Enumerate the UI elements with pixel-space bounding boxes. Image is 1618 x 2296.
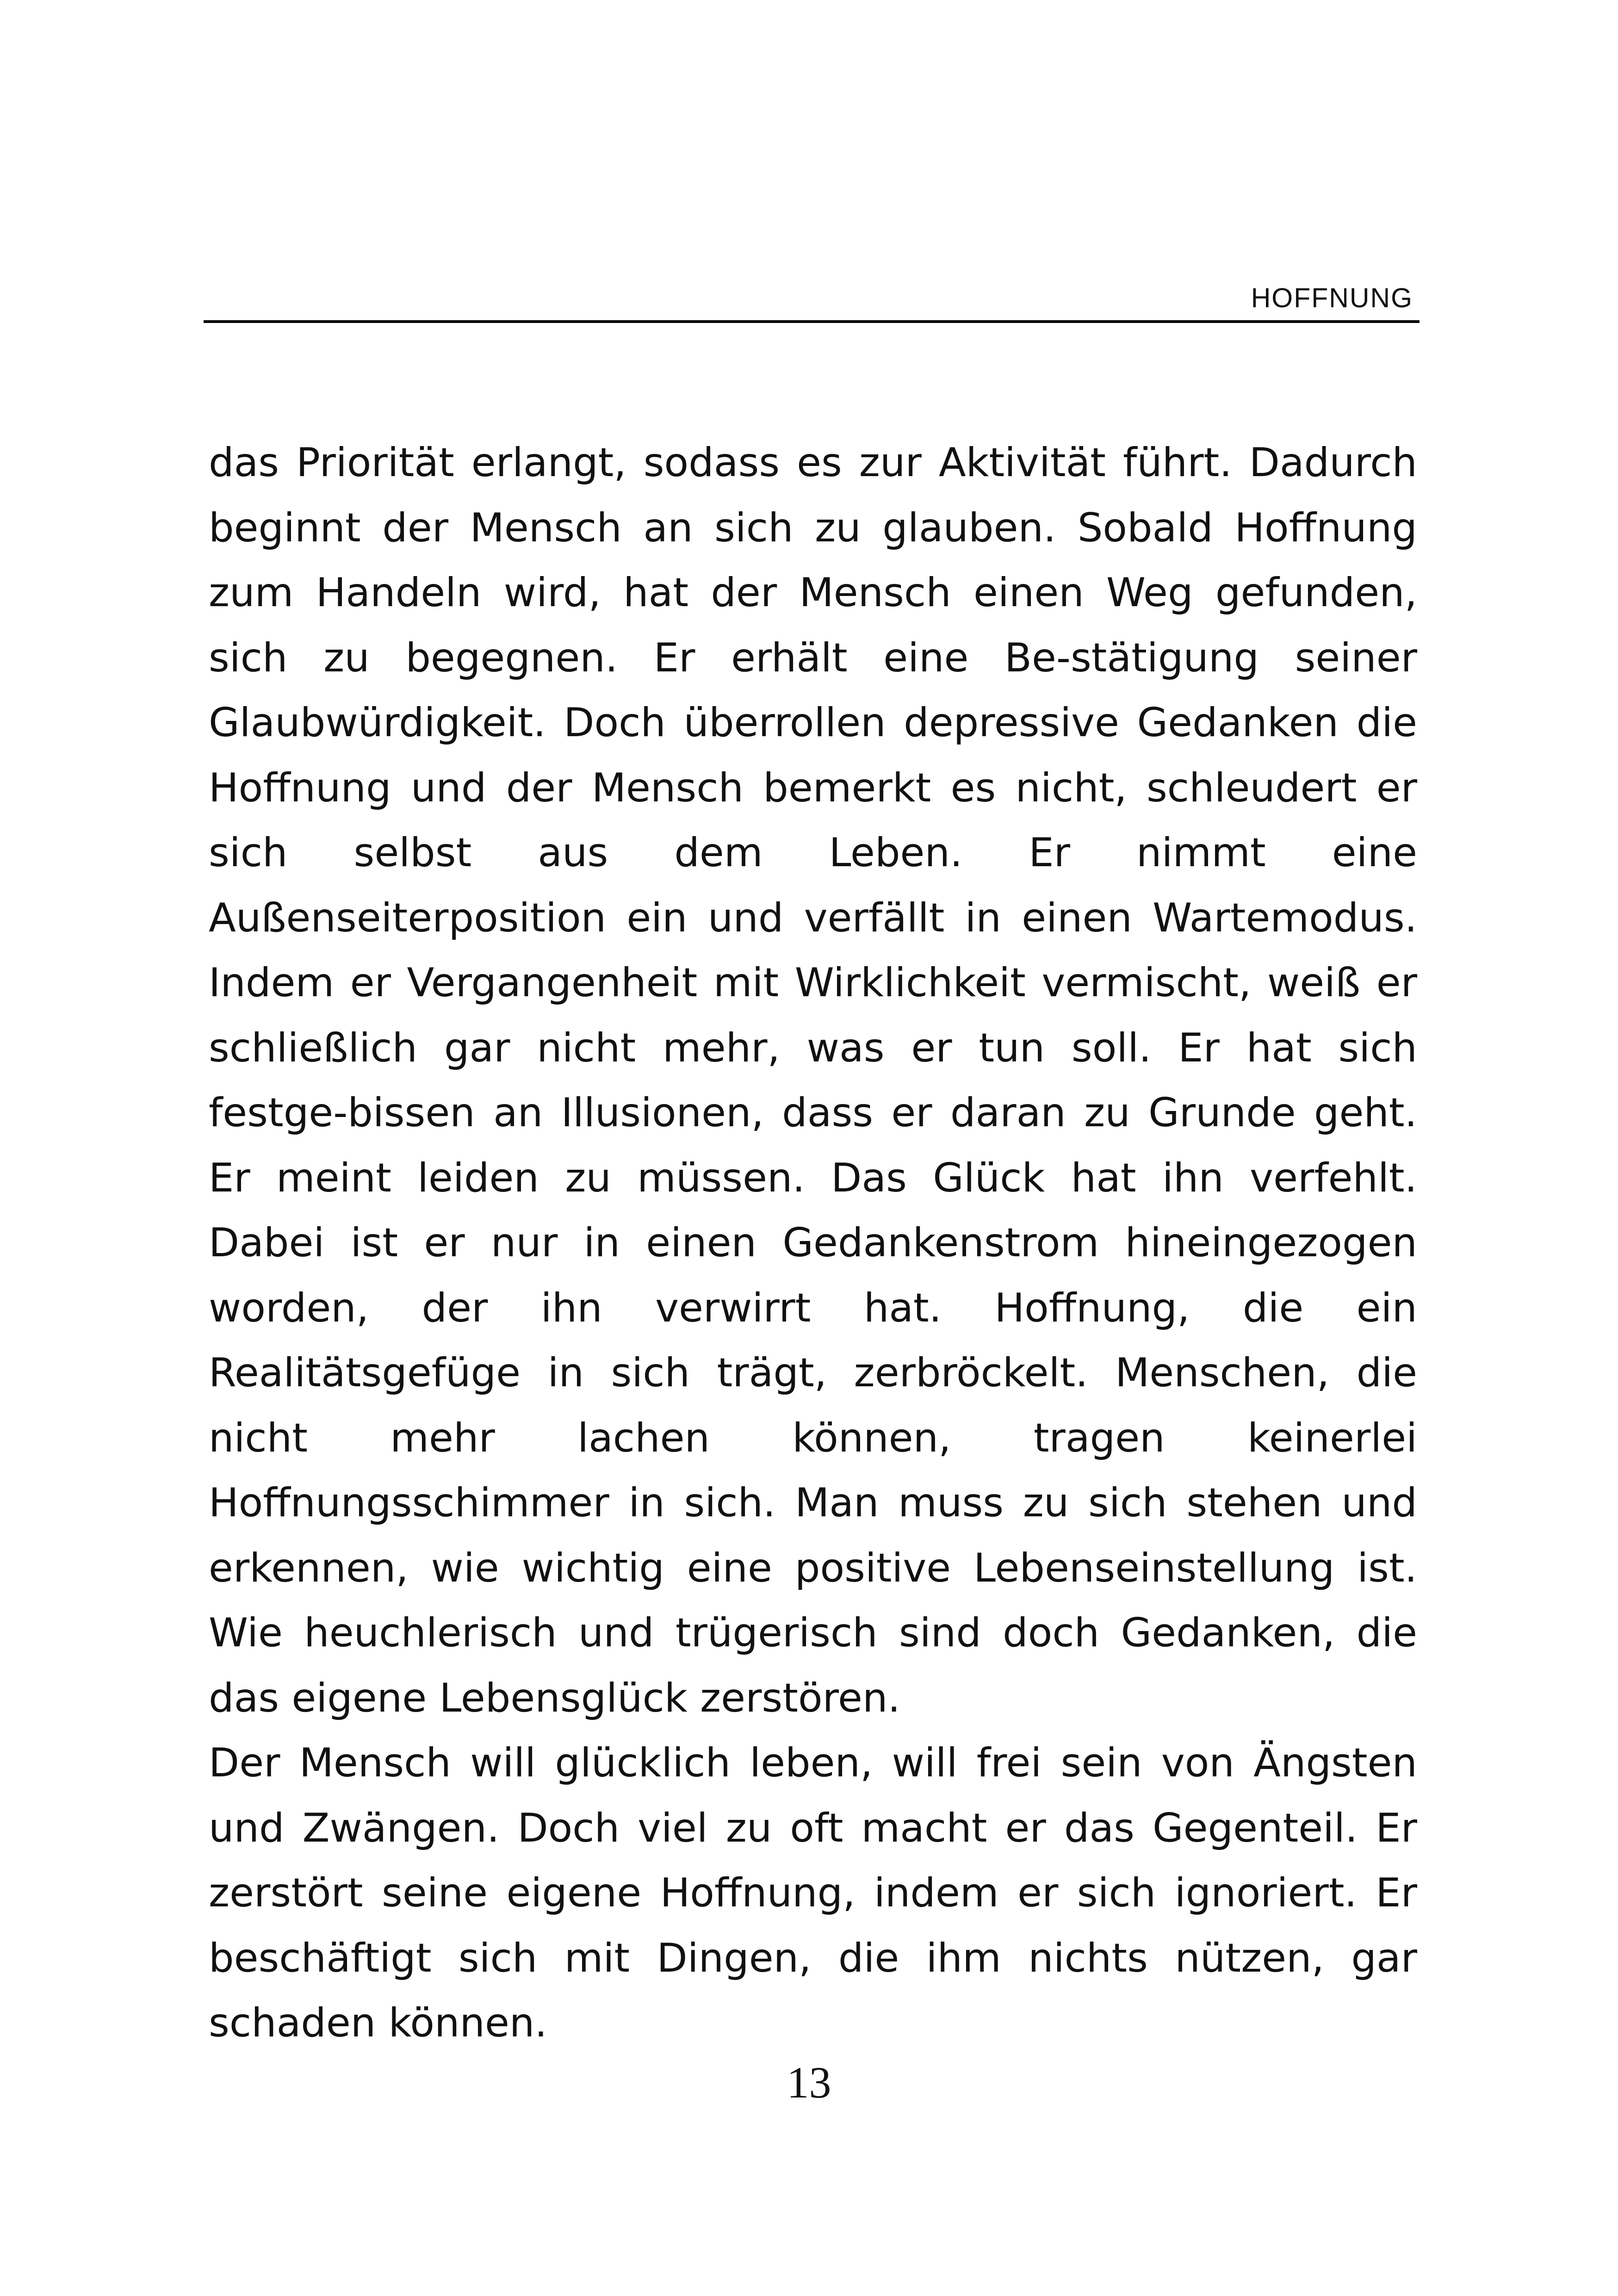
page-number: 13: [787, 2058, 831, 2107]
running-header: [204, 278, 1420, 323]
paragraph: das Priorität erlangt, sodass es zur Aktivität führt. Dadurch beginnt der Mensch an sich zu glauben. Sobald Hoffnung zum Handeln wird, hat der Mensch einen Weg gefunden, sich zu begegnen. Er erhält eine Be-stätigung seiner Glaubwürdigkeit. Doch überrollen depressive Gedanken die Hoffnung und der Mensch bemerkt es nicht, schleudert er sich selbst aus dem Leben. Er nimmt eine Außenseiterposition ein und verfällt in einen Wartemodus. Indem er Vergangenheit mit Wirklichkeit vermischt, weiß er schließlich gar nicht mehr, was er tun soll. Er hat sich festge-bissen an Illusionen, dass er daran zu Grunde geht. Er meint leiden zu müssen. Das Glück hat ihn verfehlt. Dabei ist er nur in einen Gedankenstrom hineingezogen worden, der ihn verwirrt hat. Hoffnung, die ein Realitätsgefüge in sich trägt, zerbröckelt. Menschen, die nicht mehr lachen können, tragen keinerlei Hoffnungsschimmer in sich. Man muss zu sich stehen und erkennen, wie wichtig eine positive Lebenseinstellung ist. Wie heuchlerisch und trügerisch sind doch Gedanken, die das eigene Lebensglück zerstören.: [209, 440, 1417, 1721]
paragraph: Der Mensch will glücklich leben, will frei sein von Ängsten und Zwängen. Doch viel zu oft macht er das Gegenteil. Er zerstört seine eigene Hoffnung, indem er sich ignoriert. Er beschäftigt sich mit Dingen, die ihm nichts nützen, gar schaden können.: [209, 1740, 1417, 2046]
body-text: [209, 430, 1417, 2056]
chapter-title: HOFFNUNG: [1251, 283, 1413, 313]
